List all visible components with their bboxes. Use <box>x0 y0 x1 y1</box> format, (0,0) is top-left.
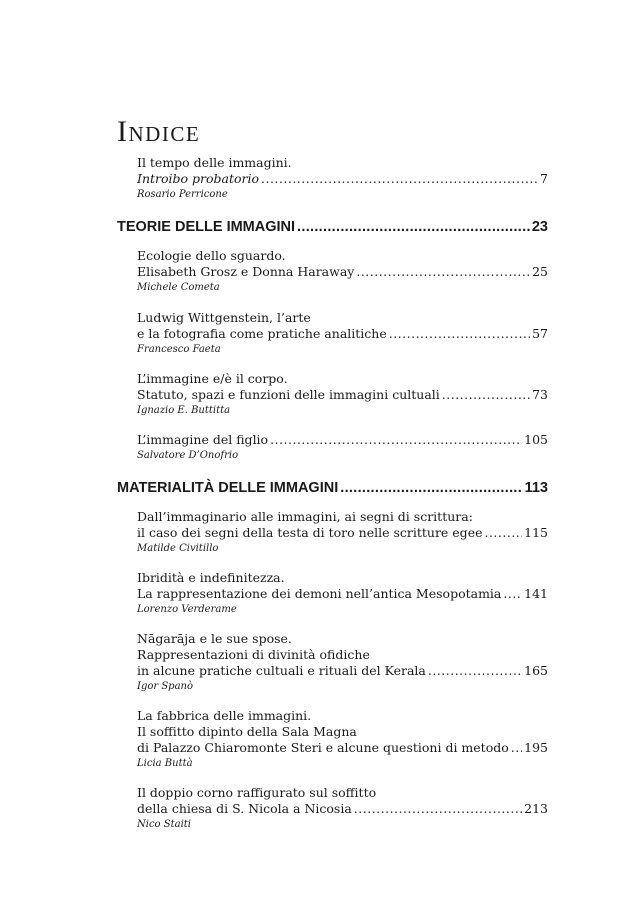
entry-title-end: La rappresentazione dei demoni nell’antica Mesopotamia <box>137 586 502 601</box>
leader-dots <box>442 387 530 403</box>
entry-title-end: Statuto, spazi e funzioni delle immagini cultuali <box>137 387 440 402</box>
entry-title-end: il caso dei segni della testa di toro nelle scritture egee <box>137 525 483 540</box>
page-number: 195 <box>524 740 548 755</box>
page-title: Indice <box>117 115 201 148</box>
entry-line: L’immagine e/è il corpo. <box>137 371 288 386</box>
section-heading-teorie[interactable] <box>117 218 548 236</box>
entry-leader-line <box>137 171 548 187</box>
section-title: MATERIALITÀ DELLE IMMAGINI <box>117 480 339 496</box>
entry-author: Lorenzo Verderame <box>137 604 237 615</box>
entry-subtitle: Introibo probatorio <box>137 171 260 186</box>
entry-leader-line <box>137 740 548 756</box>
entry-author: Igor Spanò <box>137 681 194 692</box>
page-number: 105 <box>524 432 548 447</box>
entry-title-end: della chiesa di S. Nicola a Nicosia <box>137 801 352 816</box>
section-page-number: 23 <box>531 219 548 235</box>
entry-title-end: Elisabeth Grosz e Donna Haraway <box>137 264 355 279</box>
entry-author: Licia Buttà <box>137 758 193 769</box>
leader-dots <box>354 801 522 817</box>
entry-line: Il doppio corno raffigurato sul soffitto <box>137 785 377 800</box>
toc-entry[interactable] <box>137 432 548 462</box>
page-number: 165 <box>524 663 548 678</box>
toc-entry[interactable] <box>137 708 548 770</box>
leader-dots <box>340 479 522 497</box>
entry-author: Ignazio E. Buttitta <box>137 405 231 416</box>
toc-entry[interactable] <box>137 248 548 294</box>
leader-dots <box>356 264 530 280</box>
leader-dots <box>270 432 522 448</box>
page-number: 25 <box>532 264 548 279</box>
section-title: TEORIE DELLE IMMAGINI <box>117 219 296 235</box>
toc-entry-intro[interactable] <box>137 155 548 201</box>
leader-dots <box>297 218 530 236</box>
entry-line: Ibridità e indefinitezza. <box>137 570 285 585</box>
entry-leader-line <box>137 663 548 679</box>
entry-title-end: in alcune pratiche cultuali e rituali del Kerala <box>137 663 426 678</box>
page-number: 7 <box>540 171 548 186</box>
entry-leader-line <box>137 801 548 817</box>
section-page-number: 113 <box>524 480 548 496</box>
entry-line: Il soffitto dipinto della Sala Magna <box>137 724 357 739</box>
leader-dots <box>389 326 530 342</box>
page-number: 57 <box>532 326 548 341</box>
entry-line: Ludwig Wittgenstein, l’arte <box>137 310 311 325</box>
entry-line: Rappresentazioni di divinità ofidiche <box>137 647 370 662</box>
entry-leader-line <box>137 264 548 280</box>
leader-dots <box>428 663 522 679</box>
page-number: 73 <box>532 387 548 402</box>
page-number: 115 <box>524 525 548 540</box>
entry-author: Matilde Civitillo <box>137 543 219 554</box>
entry-line: La fabbrica delle immagini. <box>137 708 312 723</box>
entry-line: Il tempo delle immagini. <box>137 155 292 170</box>
section-heading-materialita[interactable] <box>117 479 548 497</box>
entry-line: Dall’immaginario alle immagini, ai segni di scrittura: <box>137 509 473 524</box>
entry-leader-line <box>137 586 548 602</box>
page-number: 213 <box>524 801 548 816</box>
entry-title-end: di Palazzo Chiaromonte Steri e alcune questioni di metodo <box>137 740 509 755</box>
leader-dots <box>484 525 522 541</box>
toc-entry[interactable] <box>137 631 548 693</box>
entry-author: Salvatore D’Onofrio <box>137 450 239 461</box>
entry-leader-line <box>137 432 548 448</box>
toc-entry[interactable] <box>137 371 548 417</box>
entry-author: Michele Cometa <box>137 282 220 293</box>
entry-line: Ecologie dello sguardo. <box>137 248 286 263</box>
page-number: 141 <box>524 586 548 601</box>
entry-line: Nāgarāja e le sue spose. <box>137 631 292 646</box>
entry-leader-line <box>137 326 548 342</box>
toc-entry[interactable] <box>137 310 548 356</box>
leader-dots <box>261 171 538 187</box>
entry-author: Rosario Perricone <box>137 189 228 200</box>
toc-entry[interactable] <box>137 570 548 616</box>
entry-leader-line <box>137 525 548 541</box>
toc-entry[interactable] <box>137 785 548 831</box>
toc-entry[interactable] <box>137 509 548 555</box>
leader-dots <box>503 586 522 602</box>
entry-leader-line <box>137 387 548 403</box>
entry-author: Nico Staiti <box>137 819 191 830</box>
entry-title-end: e la fotografia come pratiche analitiche <box>137 326 387 341</box>
entry-author: Francesco Faeta <box>137 344 221 355</box>
leader-dots <box>511 740 522 756</box>
entry-title-end: L’immagine del figlio <box>137 432 269 447</box>
